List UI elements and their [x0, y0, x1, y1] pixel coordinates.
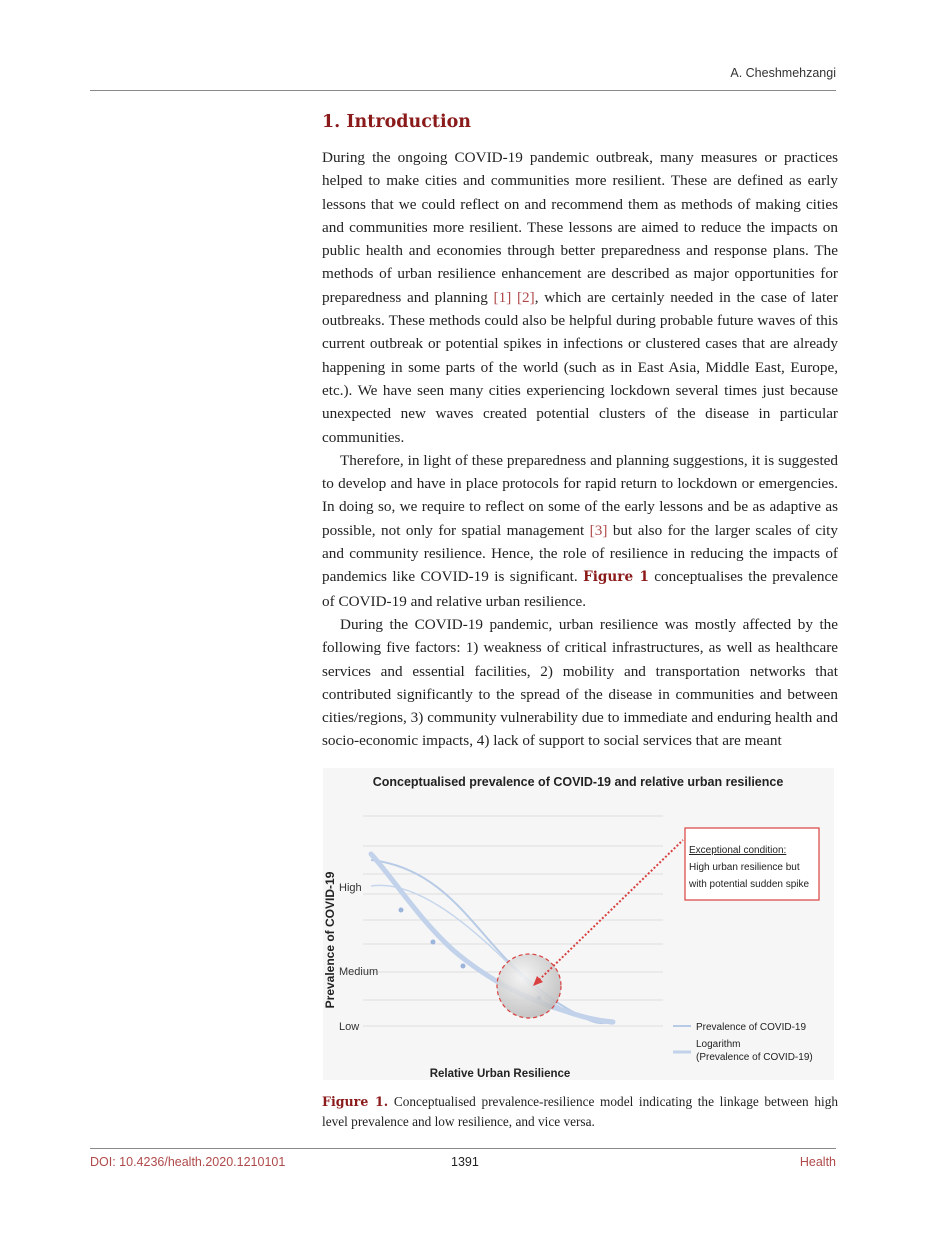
legend-label-logarithm: Logarithm — [696, 1039, 741, 1050]
footer-divider — [90, 1148, 836, 1149]
figure-1 — [323, 768, 834, 1080]
y-tick-high: High — [339, 882, 362, 894]
figure-1-caption-text: Conceptualised prevalence-resilience model indicating the linkage between high level prevalence and low resilience, and vice versa. — [322, 1094, 838, 1129]
section-title: 1. Introduction — [322, 112, 471, 132]
y-tick-medium: Medium — [339, 966, 379, 978]
annotation-line-1: High urban resilience but — [689, 862, 800, 873]
paragraph-2 — [322, 449, 838, 613]
data-point — [399, 908, 404, 913]
figure-1-link[interactable]: Figure 1 — [583, 569, 649, 586]
footer-page-number: 1391 — [451, 1155, 479, 1169]
figure-1-caption — [322, 1092, 838, 1132]
figure-1-chart — [323, 768, 834, 1080]
paragraph-1 — [322, 146, 838, 449]
legend-label-prevalence: Prevalence of COVID-19 — [696, 1022, 807, 1033]
figure-1-caption-label: Figure 1. — [322, 1094, 389, 1109]
header-divider — [90, 90, 836, 91]
exceptional-condition-highlight — [497, 954, 561, 1018]
paragraph-2-start: Therefore, in light of these preparedness and planning suggestions, it is suggested to develop and have in place protocols for rapid return to lockdown or emergencies. In doing so, we require to reflect on some of the early lessons and be as adaptive as possible, not only for spatial management — [322, 451, 838, 539]
data-point — [431, 940, 436, 945]
legend-label-logarithm-sub: (Prevalence of COVID-19) — [696, 1052, 813, 1063]
citation-3[interactable]: [3] — [589, 521, 608, 539]
paragraph-1-text: During the ongoing COVID-19 pandemic outbreak, many measures or practices helped to make cities and communities more resilient. These are defined as early lessons that we could reflect on and recommend them as methods of making cities and communities more resilient. These lessons are aimed to reduce the impacts on public health and economies through better preparedness and response plans. The methods of urban resilience enhancement are described as major opportunities for preparedness and planning — [322, 149, 838, 306]
y-axis-label: Prevalence of COVID-19 — [323, 871, 337, 1009]
paragraph-3: During the COVID-19 pandemic, urban resilience was mostly affected by the following five factors: 1) weakness of critical infrastructures, as well as healthcare services and essential facilities, 2) mobility and transportation networks that contributed significantly to the spread of the disease in communities and between cities/regions, 3) community vulnerability due to immediate and enduring health and socio-economic impacts, 4) lack of support to social services that are meant — [322, 615, 838, 750]
running-header-author: A. Cheshmehzangi — [730, 66, 836, 80]
data-point — [461, 964, 466, 969]
citation-2[interactable]: [2] — [517, 288, 535, 306]
y-tick-low: Low — [339, 1021, 360, 1033]
body-text — [322, 146, 838, 753]
chart-background — [323, 768, 834, 1080]
paragraph-2-end: conceptualises the prevalence of COVID-19 and relative urban resilience. — [322, 568, 838, 610]
chart-title: Conceptualised prevalence of COVID-19 and relative urban resilience — [372, 775, 784, 789]
citation-1[interactable]: [1] — [493, 288, 512, 306]
footer-doi-link[interactable]: DOI: 10.4236/health.2020.1210101 — [90, 1155, 286, 1169]
paragraph-1-end: , which are certainly needed in the case of later outbreaks. These methods could also be helpful during probable future waves of this current outbreak or potential spikes in infections or clustered cases that are already happening in some parts of the world (such as in East Asia, Middle East, Europe, etc.). We have seen many cities experiencing lockdown several times just because unexpected new waves created potential clusters of the disease in particular communities. — [322, 288, 838, 446]
annotation-line-2: with potential sudden spike — [689, 879, 810, 890]
annotation-heading: Exceptional condition: — [689, 845, 787, 856]
footer-journal-link[interactable]: Health — [799, 1155, 836, 1169]
x-axis-label: Relative Urban Resilience — [429, 1068, 571, 1080]
paragraph-2-mid: but also for the larger scales of city and community resilience. Hence, the role of resilience in reducing the impacts of pandemics like COVID-19 is significant. — [322, 521, 838, 586]
